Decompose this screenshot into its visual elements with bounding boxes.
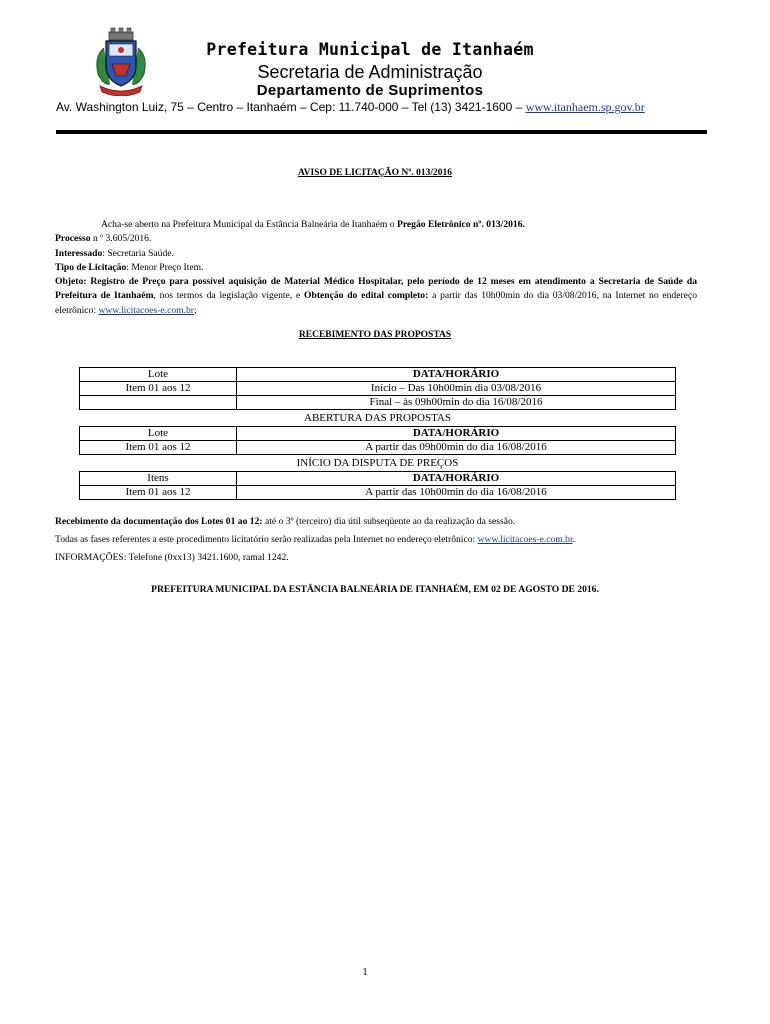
table1-row2: Final – às 09h00min do dia 16/08/2016 (237, 396, 676, 410)
table3-item: Item 01 aos 12 (80, 486, 237, 500)
tipo-label: Tipo de Licitação (55, 261, 127, 273)
notice-title: AVISO DE LICITAÇÃO Nº. 013/2016 (297, 168, 453, 178)
receb-title: RECEBIMENTO DAS PROPOSTAS (298, 330, 452, 340)
table3-col1: Itens (80, 472, 237, 486)
tipo-line (55, 261, 697, 275)
objeto-bold: Objeto: Registro de Preço para possível aquisição de Material Médico Hospitalar, pelo período de 12 meses em atendimento a Secretaria de Saúde da Prefeitura de Itanhaém (55, 276, 697, 302)
table1-row1: Início – Das 10h00min dia 03/08/2016 (237, 382, 676, 396)
table2-row1: A partir das 09h00min do dia 16/08/2016 (237, 441, 676, 455)
table-row (80, 441, 676, 455)
header-address (56, 100, 716, 115)
objeto-text: , nos termos da legislação vigente, e (153, 290, 301, 302)
website-link[interactable]: www.itanhaem.sp.gov.br (525, 100, 645, 114)
interessado-line (55, 247, 697, 261)
header-subtitle: Secretaria de Administração (257, 62, 483, 82)
phases-text: Todas as fases referentes a este procedimento licitatório serão realizadas pela Internet no endereço eletrônico: (55, 534, 476, 545)
table2-col1: Lote (80, 427, 237, 441)
table1-item: Item 01 aos 12 (80, 382, 237, 396)
closing-body (55, 513, 697, 567)
tipo-value: : Menor Preço Item. (126, 261, 204, 273)
doc-bold: Recebimento da documentação dos Lotes 01 ao 12: (55, 516, 263, 527)
processo-label: Processo (55, 233, 91, 245)
header-department: Departamento de Suprimentos (256, 82, 484, 99)
intro-bold: Pregão Eletrônico nº. 013/2016. (396, 219, 525, 230)
doc-text: até o 3º (terceiro) dia útil subseqüente ao da realização da sessão. (265, 516, 516, 527)
footer-signature: PREFEITURA MUNICIPAL DA ESTÂNCIA BALNEÁRIA DE ITANHAÉM, EM 02 DE AGOSTO DE 2016. (151, 584, 599, 595)
page-number: 1 (362, 966, 368, 978)
address-text: Av. Washington Luiz, 75 – Centro – Itanhaém – Cep: 11.740-000 – Tel (13) 3421-1600 – (56, 100, 523, 114)
coat-of-arms-icon (90, 26, 152, 96)
notice-body (55, 218, 697, 318)
edital-text-2: , na Internet no endereço eletrônico: (55, 290, 697, 316)
processo-value: n º 3.605/2016. (92, 233, 152, 245)
table1-col2: DATA/HORÁRIO (237, 368, 676, 382)
objeto-paragraph (55, 275, 697, 318)
info-line: INFORMAÇÕES: Telefone (0xx13) 3421.1600, ramal 1242. (55, 552, 289, 563)
table1-col1: Lote (80, 368, 237, 382)
table2-item: Item 01 aos 12 (80, 441, 237, 455)
section-abertura: ABERTURA DAS PROPOSTAS (304, 412, 451, 424)
table-row (80, 382, 676, 396)
phases-end: . (572, 534, 576, 545)
processo-line (55, 232, 697, 246)
interessado-label: Interessado (55, 247, 103, 259)
table3-row1: A partir das 10h00min do dia 16/08/2016 (237, 486, 676, 500)
table-row (80, 427, 676, 441)
phases-line (55, 531, 697, 549)
edital-end: ; (193, 304, 197, 316)
header-title: Prefeitura Municipal de Itanhaém (206, 40, 534, 59)
intro-paragraph (55, 218, 697, 232)
table-abertura (79, 426, 676, 455)
documentation-line (55, 513, 697, 531)
intro-text: Acha-se aberto na Prefeitura Municipal da Estância Balneária de Itanhaém o (101, 219, 395, 230)
table2-col2: DATA/HORÁRIO (237, 427, 676, 441)
table-row (80, 486, 676, 500)
table3-col2: DATA/HORÁRIO (237, 472, 676, 486)
section-disputa: INÍCIO DA DISPUTA DE PREÇOS (296, 457, 459, 469)
phases-link[interactable]: www.licitacoes-e.com.br (477, 534, 573, 545)
table1-empty (80, 396, 237, 410)
edital-text: a partir das 10h00min do dia 03/08/2016 (432, 290, 597, 302)
table-row (80, 472, 676, 486)
table-row (80, 396, 676, 410)
edital-link[interactable]: www.licitacoes-e.com.br (98, 304, 194, 316)
header-divider (56, 130, 707, 134)
table-row (80, 368, 676, 382)
table-recebimento (79, 367, 676, 410)
table-disputa (79, 471, 676, 500)
edital-bold: Obtenção do edital completo: (304, 290, 429, 302)
interessado-value: : Secretaria Saúde. (102, 247, 174, 259)
